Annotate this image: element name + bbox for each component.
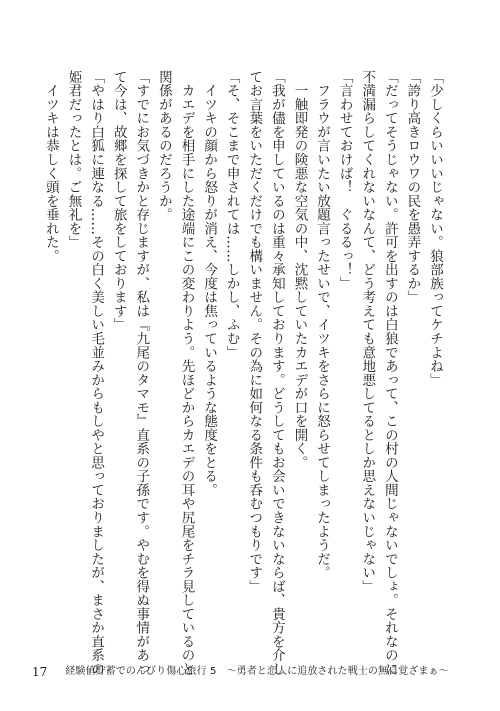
page-number: 17 bbox=[32, 665, 48, 679]
text-line: 「だってそうじゃない。許可を出すのは白狼であって、この村の人間じゃないでしょ。それなのに bbox=[381, 70, 398, 676]
text-line: 「言わせておけば！ ぐるるっ！」 bbox=[336, 70, 353, 291]
text-line: 「そ、そこまで申されては……しかし、ふむ」 bbox=[223, 70, 240, 360]
text-line: 「誇り高きロウワの民を愚弄するか」 bbox=[404, 70, 421, 305]
text-line: カエデを相手にした途端にこの変わりよう。先ほどからカエデの耳や尻尾をチラ見しているのと bbox=[178, 70, 195, 676]
running-title: 経験値貯蓄でのんびり傷心旅行 5 ～勇者と恋人に追放された戦士の無自覚ざまぁ～ bbox=[65, 666, 449, 677]
text-line: イツキは恭しく頭を垂れた。 bbox=[42, 70, 59, 263]
text-line: 「やはり白狐に連なる……その白く美しい毛並みからもしやと思っておりましたが、まさか直系の bbox=[88, 70, 105, 676]
text-line: 不満漏らしてくれないなんて、どう考えても意地悪してるとしか思えないじゃない」 bbox=[359, 70, 376, 594]
text-line: 「すでにお気づきかと存じますが、私は『九尾のタマモ』直系の子孫です。やむを得ぬ事情があっ bbox=[133, 70, 150, 676]
text-line: てお言葉をいただくだけでも構いません。その為に如何なる条件も呑むつもりです」 bbox=[246, 70, 263, 594]
text-line: フラウが言いたい放題言ったせいで、イツキをさらに怒らせてしまったようだ。 bbox=[314, 70, 331, 580]
page-footer bbox=[32, 664, 472, 680]
text-line: イツキの顔から怒りが消え、今度は焦っているような態度をとる。 bbox=[201, 70, 218, 497]
text-line: 関係があるのだろうか。 bbox=[155, 70, 172, 222]
text-line: 「少しくらいいいじゃない。狼部族ってケチよね」 bbox=[427, 70, 443, 387]
text-line: 「我が儘を申しているのは重々承知しております。どうしてもお会いできないならば、貴方を介し bbox=[268, 70, 285, 676]
text-line: 一触即発の険悪な空気の中、沈黙していたカエデが口を開く。 bbox=[291, 70, 308, 470]
text-line: 姫君だったとは。ご無礼を」 bbox=[65, 70, 82, 250]
text-line: て今は、故郷を探して旅をしております」 bbox=[110, 70, 127, 332]
